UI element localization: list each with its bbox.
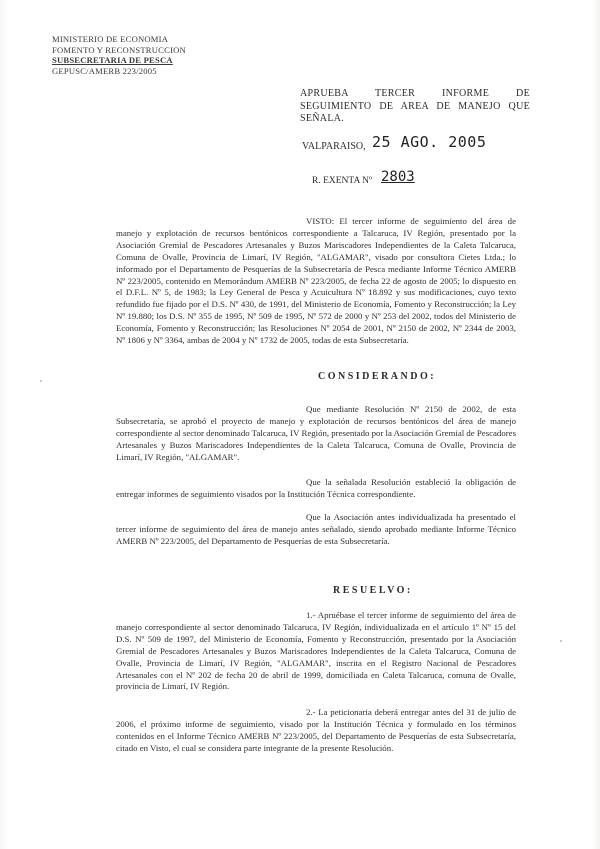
resuelvo-2-paragraph: 2.- La peticionaria deberá entregar antes del 31 de julio de 2006, el próximo informe de seguimiento, visado por la Institución Técnica y formulado en los términos contenidos en el Informe Técnico AMERB Nº 223/2005, del Departamento de Pesquerías de esta Subsecretaría, citado en Visto, el cual se considera parte integrante de la presente Resolución. <box>116 707 516 753</box>
exenta-number: 2803 <box>381 169 415 185</box>
visto-paragraph: VISTO: El tercer informe de seguimiento del área de manejo y explotación de recursos bentónicos correspondiente a Talcaruca, IV Región, presentado por la Asociación Gremial de Pescadores Artesanales y Buzos Mariscadores Independientes de la Caleta Talcaruca, Comuna de Ovalle, Provincia de Limarí, IV Región, "ALGAMAR", visado por consultora Cietes Ltda.; lo informado por el Departamento de Pesquerías de la Subsecretaría de Pesca mediante Informe Técnico AMERB Nº 223/2005, contenido en Memorándum AMERB Nº 223/2005, de fecha 22 de agosto de 2005; lo dispuesto en el D.F.L. Nº 5, de 1983; la Ley General de Pesca y Acuicultura Nº 18.892 y sus modificaciones, cuyo texto refundido fue fijado por el D.S. Nº 430, de 1991, del Ministerio de Economía, Fomento y Reconstrucción; la Ley Nº 19.880; los D.S. Nº 355 de 1995, Nº 509 de 1995, Nº 572 de 2000 y Nº 253 del 2002, todos del Ministerio de Economía, Fomento y Reconstrucción; las Resoluciones Nº 2054 de 2001, Nº 2150 de 2002, Nº 2344 de 2003, Nº 1806 y Nº 3364, ambas de 2004 y Nº 1732 de 2005, todas de esta Subsecretaría. <box>116 216 516 346</box>
date-stamp: 25 AGO. 2005 <box>372 133 487 151</box>
considerando-heading: CONSIDERANDO: <box>318 371 437 382</box>
scan-speck <box>40 380 42 382</box>
stamp-line-ministry: MINISTERIO DE ECONOMIA <box>52 34 169 44</box>
considerando-2-paragraph: Que la señalada Resolución estableció la obligación de entregar informes de seguimiento visados por la Institución Técnica correspondiente. <box>116 477 516 499</box>
stamp-line-fomento: FOMENTO Y RECONSTRUCCION <box>52 44 186 55</box>
considerando-1-paragraph: Que mediante Resolución Nº 2150 de 2002, de esta Subsecretaría, se aprobó el proyecto de manejo y explotación de recursos bentónicos del área de manejo correspondiente al sector denominado Talcaruca, IV Región, presentado por la Asociación Gremial de Pescadores Artesanales y Buzos Mariscadores Independientes de la Caleta Talcaruca, Comuna de Ovalle, Provincia de Limarí, IV Región, "ALGAMAR". <box>116 404 516 462</box>
stamp-line-reference: GEPUSC/AMERB 223/2005 <box>52 65 157 76</box>
ministry-header-stamp <box>52 34 202 76</box>
stamp-line-subsecretaria: SUBSECRETARIA DE PESCA <box>52 55 173 65</box>
resuelvo-heading: RESUELVO: <box>333 585 413 596</box>
resolution-subject: APRUEBA TERCER INFORME DE SEGUIMIENTO DE AREA DE MANEJO QUE SEÑALA. <box>300 88 530 124</box>
resuelvo-1-paragraph: 1.- Apruébase el tercer informe de seguimiento del área de manejo correspondiente al sector denominado Talcaruca, IV Región, individualizada en el artículo 1º Nº 15 del D.S. Nº 509 de 1997, del Ministerio de Economía, Fomento y Reconstrucción, presentado por la Asociación Gremial de Pescadores Artesanales y Buzos Mariscadores Independientes de la Caleta Talcaruca, Comuna de Ovalle, Provincia de Limarí, IV Región, "ALGAMAR", inscrita en el Registro Nacional de Pescadores Artesanales con el Nº 202 de fecha 20 de abril de 1999, domiciliada en Caleta Talcaruca, comuna de Ovalle, provincia de Limarí, IV Región. <box>116 610 516 692</box>
exenta-label: R. EXENTA Nº <box>312 176 372 186</box>
scan-speck <box>560 640 562 642</box>
place-label: VALPARAISO, <box>302 141 366 152</box>
considerando-3-paragraph: Que la Asociación antes individualizada ha presentado el tercer informe de seguimiento del área de manejo antes señalado, siendo aprobado mediante Informe Técnico AMERB Nº 223/2005, del Departamento de Pesquerías de esta Subsecretaría. <box>116 512 516 546</box>
